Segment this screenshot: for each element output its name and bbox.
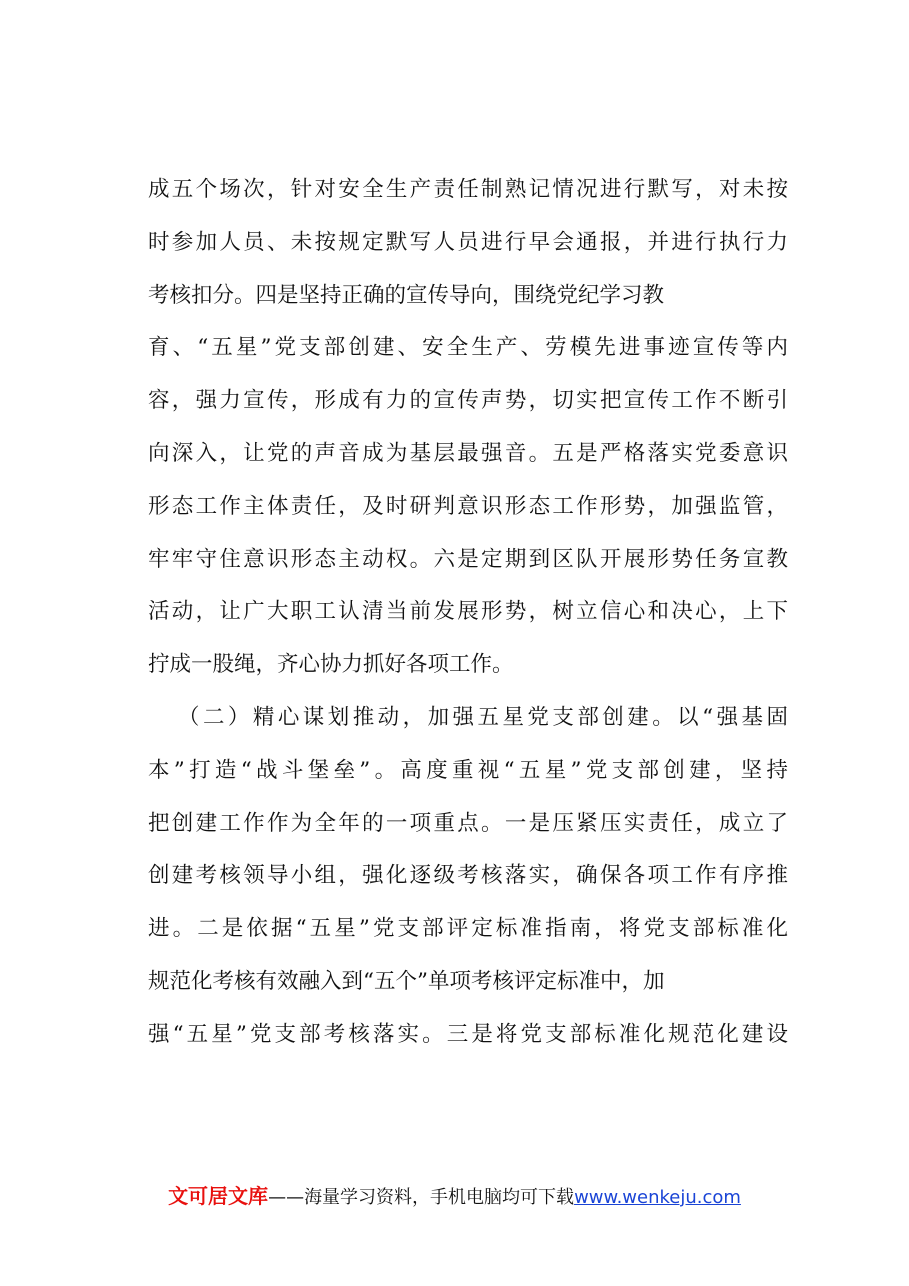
document-body: [148, 164, 788, 1062]
footer-website-link[interactable]: www.wenkeju.com: [574, 1187, 741, 1208]
footer-tagline: ——海量学习资料，手机电脑均可下载: [268, 1187, 575, 1208]
text-line: 本”打造“战斗堡垒”。高度重视“五星”党支部创建，坚持: [148, 757, 788, 783]
page-footer: [0, 1180, 909, 1209]
text-line: 成五个场次，针对安全生产责任制熟记情况进行默写，对未按: [148, 177, 788, 202]
text-line: 拧成一股绳，齐心协力抓好各项工作。: [148, 652, 514, 678]
text-line: 规范化考核有效融入到“五个”单项考核评定标准中，加: [148, 968, 665, 994]
text-line: 强“五星”党支部考核落实。三是将党支部标准化规范化建设: [148, 1021, 788, 1047]
text-line: 考核扣分。四是坚持正确的宣传导向，围绕党纪学习教: [148, 282, 665, 308]
footer-brand: 文可居文库: [168, 1184, 269, 1208]
text-line: 育、“五星”党支部创建、安全生产、劳模先进事迹宣传等内: [148, 335, 788, 361]
text-line: 活动，让广大职工认清当前发展形势，树立信心和决心，上下: [148, 599, 788, 625]
text-line: 时参加人员、未按规定默写人员进行早会通报，并进行执行力: [148, 229, 788, 255]
text-line: 牢牢守住意识形态主动权。六是定期到区队开展形势任务宣教: [148, 546, 788, 572]
text-line: 容，强力宣传，形成有力的宣传声势，切实把宣传工作不断引: [148, 388, 788, 414]
text-line: 进。二是依据“五星”党支部评定标准指南，将党支部标准化: [148, 916, 788, 942]
text-line: 形态工作主体责任，及时研判意识形态工作形势，加强监管，: [148, 493, 788, 519]
section-heading-line: （二）精心谋划推动，加强五星党支部创建。以“强基固: [178, 704, 788, 730]
text-line: 把创建工作作为全年的一项重点。一是压紧压实责任，成立了: [148, 810, 788, 836]
text-line: 向深入，让党的声音成为基层最强音。五是严格落实党委意识: [148, 440, 788, 466]
text-line: 创建考核领导小组，强化逐级考核落实，确保各项工作有序推: [148, 863, 788, 889]
